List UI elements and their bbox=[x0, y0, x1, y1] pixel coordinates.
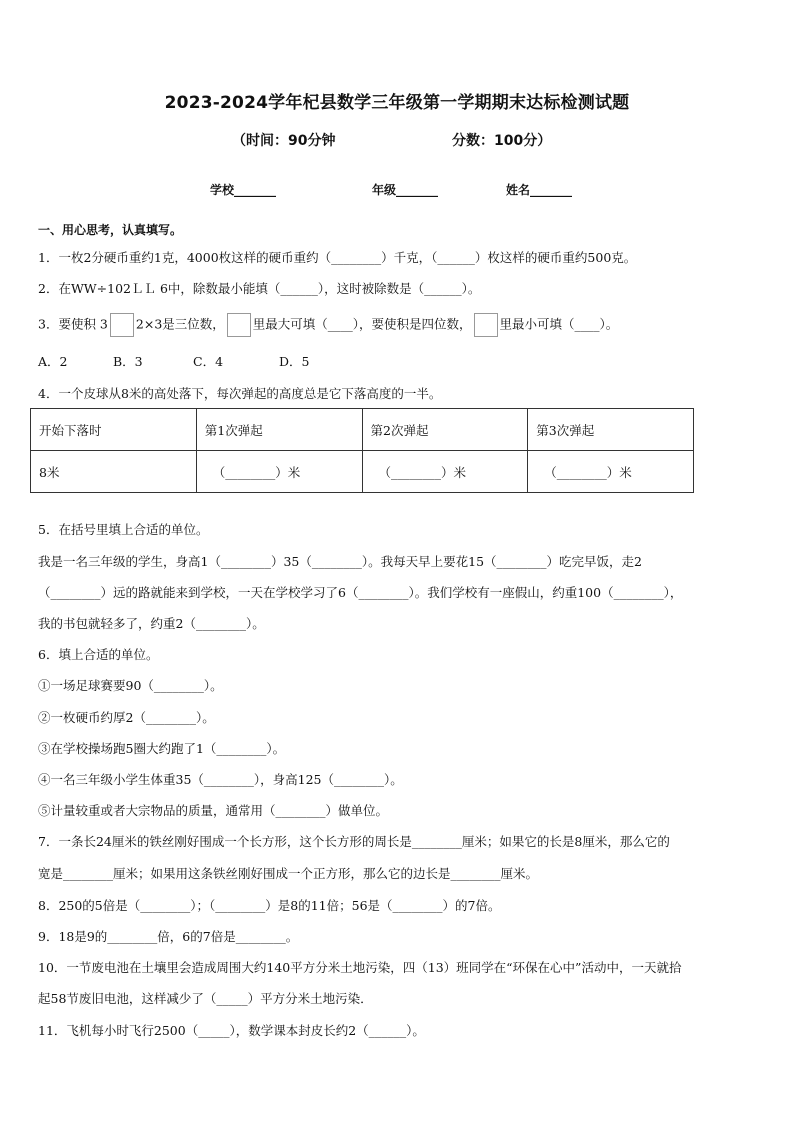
grade-field: 年级_______ bbox=[372, 183, 439, 197]
option-c: C．4 bbox=[193, 354, 224, 369]
blank-box bbox=[110, 313, 134, 337]
question-5: 5．在括号里填上合适的单位。 bbox=[38, 522, 209, 537]
option-a: A．2 bbox=[38, 354, 68, 369]
q3-part-3: 里最大可填（____），要使积是四位数， bbox=[252, 316, 472, 332]
q10-line-1: 10．一节废电池在土壤里会造成周围大约140平方分米土地污染，四（13）班同学在“环保在心中”活动中，一天就拾 bbox=[38, 960, 682, 975]
question-3 bbox=[38, 313, 618, 337]
blank-box bbox=[227, 313, 251, 337]
q3-part-4: 里最小可填（____）。 bbox=[499, 316, 619, 332]
q6-item: ③在学校操场跑5圈大约跑了1（________）。 bbox=[38, 741, 286, 756]
q6-item: ①一场足球赛要90（________）。 bbox=[38, 678, 223, 693]
table-cell: （________）米 bbox=[362, 451, 528, 493]
name-field: 姓名_______ bbox=[506, 183, 573, 197]
q6-item: ⑤计量较重或者大宗物品的质量，通常用（________）做单位。 bbox=[38, 803, 389, 818]
question-6: 6．填上合适的单位。 bbox=[38, 647, 159, 662]
q7-line-1: 7．一条长24厘米的铁丝刚好围成一个长方形，这个长方形的周长是________厘米；如果它的长是8厘米，那么它的 bbox=[38, 834, 670, 849]
blank-box bbox=[474, 313, 498, 337]
table-cell: （________）米 bbox=[528, 451, 694, 493]
table-header-cell: 开始下落时 bbox=[31, 409, 197, 451]
page-title: 2023-2024学年杞县数学三年级第一学期期末达标检测试题 bbox=[164, 93, 630, 113]
q3-options bbox=[38, 353, 309, 371]
question-4: 4．一个皮球从8米的高处落下，每次弹起的高度总是它下落高度的一半。 bbox=[38, 386, 442, 401]
option-d: D．5 bbox=[279, 354, 310, 369]
q10-line-2: 起58节废旧电池，这样减少了（_____）平方分米土地污染． bbox=[38, 991, 373, 1006]
q6-item: ②一枚硬币约厚2（________）。 bbox=[38, 710, 215, 725]
q7-line-2: 宽是________厘米；如果用这条铁丝刚好围成一个正方形，那么它的边长是________厘米。 bbox=[38, 866, 539, 881]
q3-part-1: 3．要使积 3 bbox=[38, 316, 108, 332]
table-header-cell: 第1次弹起 bbox=[196, 409, 362, 451]
option-b: B．3 bbox=[113, 354, 143, 369]
question-1: 1．一枚2分硬币重约1克，4000枚这样的硬币重约（________）千克，（______）枚这样的硬币重约500克。 bbox=[38, 250, 637, 265]
table-header-row bbox=[31, 409, 694, 451]
question-8: 8．250的5倍是（________）；（________）是8的11倍；56是（________）的7倍。 bbox=[38, 898, 501, 913]
total-score: 分数：100分） bbox=[452, 133, 552, 149]
q6-item: ④一名三年级小学生体重35（________），身高125（________）。 bbox=[38, 772, 403, 787]
section-heading: 一、用心思考，认真填写。 bbox=[38, 223, 183, 237]
q5-line-2: （________）远的路就能来到学校，一天在学校学习了6（________）。我们学校有一座假山，约重100（________）， bbox=[38, 585, 683, 600]
table-cell: 8米 bbox=[31, 451, 197, 493]
question-9: 9．18是9的________倍，6的7倍是________。 bbox=[38, 929, 299, 944]
time-limit: （时间：90分钟 bbox=[232, 133, 336, 149]
table-row bbox=[31, 451, 694, 493]
table-cell: （________）米 bbox=[196, 451, 362, 493]
q5-line-1: 我是一名三年级的学生，身高1（________）35（________）。我每天早上要花15（________）吃完早饭，走2 bbox=[38, 554, 642, 569]
bounce-table bbox=[30, 408, 694, 493]
table-header-cell: 第3次弹起 bbox=[528, 409, 694, 451]
table-header-cell: 第2次弹起 bbox=[362, 409, 528, 451]
q5-line-3: 我的书包就轻多了，约重2（________）。 bbox=[38, 616, 265, 631]
question-2: 2．在WW÷102ＬＬ 6中，除数最小能填（______），这时被除数是（______）。 bbox=[38, 281, 481, 296]
school-field: 学校_______ bbox=[210, 183, 277, 197]
q3-part-2: 2×3是三位数， bbox=[135, 316, 225, 332]
question-11: 11．飞机每小时飞行2500（_____），数学课本封皮长约2（______）。 bbox=[38, 1023, 425, 1038]
